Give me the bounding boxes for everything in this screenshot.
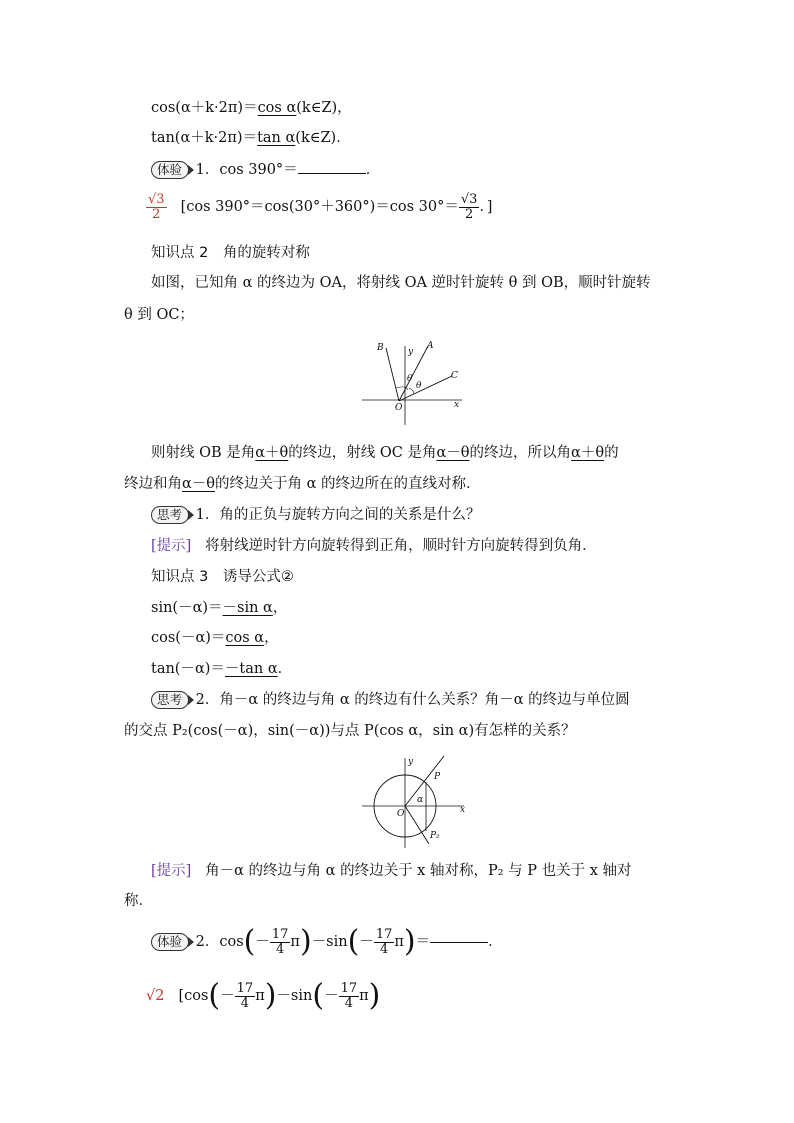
- left-paren: (: [243, 924, 256, 959]
- think-1-question: [151, 505, 480, 525]
- question-text: 2．角－α 的终边与角 α 的终边有什么关系？角－α 的终边与单位圆: [195, 692, 630, 708]
- pi: π: [359, 988, 369, 1004]
- pi: π: [394, 934, 404, 950]
- kp2-paragraph-line-1: 如图，已知角 α 的终边为 OA，将射线 OA 逆时针旋转 θ 到 OB，顺时针旋转: [151, 275, 651, 291]
- hint-tag: [提示]: [151, 863, 192, 879]
- question-text: 1．角的正负与旋转方向之间的关系是什么？: [195, 507, 481, 523]
- formula-text: (k∈Z)，: [296, 100, 352, 116]
- text: 的终边关于角 α 的终边所在的直线对称．: [215, 476, 481, 492]
- formula-answer: tan α: [257, 130, 296, 146]
- left-paren: (: [347, 924, 360, 959]
- label-o: O: [395, 403, 403, 413]
- question-text: 2．cos: [195, 934, 244, 950]
- fraction-17-4: [374, 928, 395, 957]
- question-text: －sin: [311, 934, 348, 950]
- think-2-question-line-1: [151, 690, 630, 710]
- fraction-17-4: [270, 928, 291, 957]
- pi: π: [290, 934, 300, 950]
- formula-sin-neg: [151, 598, 287, 618]
- text: 终边和角: [124, 476, 182, 492]
- fraction-denominator: 4: [379, 941, 389, 957]
- minus-sign: －: [255, 934, 270, 950]
- fraction-denominator: 4: [240, 995, 250, 1011]
- question-text: 1．cos 390°＝: [195, 162, 298, 178]
- ray-oa: [399, 346, 428, 401]
- label-y: y: [408, 347, 414, 357]
- fraction-denominator: 4: [276, 941, 285, 957]
- think-badge: 思考: [151, 691, 189, 709]
- fraction-denominator: 4: [344, 995, 353, 1011]
- formula-answer: cos α: [225, 630, 265, 646]
- experience-badge: 体验: [151, 161, 189, 179]
- left-paren: (: [208, 978, 221, 1013]
- formula-text: cos(α＋k·2π)＝: [151, 100, 258, 116]
- solution-text: [cos 390°＝cos(30°＋360°)＝cos 30°＝: [180, 199, 459, 215]
- formula-text: ．: [277, 661, 293, 677]
- think-badge: 思考: [151, 506, 189, 524]
- rotation-figure: [360, 338, 470, 428]
- fraction-17-4: [235, 982, 256, 1011]
- right-paren: ): [264, 978, 277, 1013]
- answer-underlined: α－θ: [182, 476, 216, 492]
- label-p: P: [434, 772, 441, 782]
- label-c: C: [451, 371, 458, 381]
- left-paren: (: [312, 978, 325, 1013]
- solution-end: ．]: [479, 199, 493, 215]
- hint-text: 将射线逆时针方向旋转得到正角，顺时针方向旋转得到负角．: [205, 538, 597, 554]
- experience-1-question: [151, 160, 380, 180]
- formula-answer: cos α: [257, 100, 297, 116]
- answer-underlined: α－θ: [436, 445, 470, 461]
- text: 的: [604, 445, 619, 461]
- text: 的终边，所以角: [469, 445, 572, 461]
- formula-text: ，: [272, 600, 288, 616]
- kp2-paragraph-line-2: θ 到 OC；: [124, 307, 194, 323]
- fraction-denominator: 2: [152, 206, 161, 222]
- text: 的终边，射线 OC 是角: [288, 445, 437, 461]
- experience-badge: 体验: [151, 933, 189, 951]
- equals: ＝: [415, 934, 431, 950]
- hint-text: 角－α 的终边与角 α 的终边关于 x 轴对称，P₂ 与 P 也关于 x 轴对: [205, 863, 632, 879]
- solution-text: －sin: [276, 988, 313, 1004]
- answer-blank: [430, 942, 488, 943]
- think-2-hint-line-1: [151, 861, 632, 881]
- experience-2-question: [151, 922, 503, 962]
- fraction-17-4: [339, 982, 360, 1011]
- label-o: O: [397, 809, 405, 819]
- fraction-numerator: √3: [148, 191, 165, 207]
- fraction-numerator: √3: [460, 191, 478, 207]
- label-alpha: α: [417, 795, 424, 805]
- experience-2-answer: [146, 976, 380, 1016]
- knowledge-point-3-title: 知识点 3 诱导公式②: [151, 569, 294, 585]
- formula-tan-period: [151, 128, 351, 148]
- ray-ob: [386, 348, 399, 401]
- experience-1-answer: [146, 189, 492, 225]
- think-2-question-line-2: 的交点 P₂(cos(－α)，sin(－α))与点 P(cos α，sin α)有怎样的关系？: [124, 723, 576, 739]
- formula-text: tan(－α)＝: [151, 661, 225, 677]
- pi: π: [255, 988, 265, 1004]
- fraction-numerator: 17: [375, 926, 393, 942]
- terminal-side-neg-alpha: [405, 806, 429, 844]
- fraction-numerator: 17: [271, 926, 289, 942]
- fraction-denominator: 2: [465, 206, 474, 222]
- text: 则射线 OB 是角: [151, 445, 256, 461]
- question-end: ．: [365, 162, 381, 178]
- label-x: x: [454, 400, 460, 410]
- kp2-conclusion-line-2: [124, 474, 481, 494]
- question-end: ．: [488, 934, 503, 950]
- fraction-numerator: 17: [236, 980, 254, 996]
- minus-sign: －: [359, 934, 374, 950]
- formula-text: ，: [264, 630, 279, 646]
- label-theta-1: θ: [407, 374, 413, 384]
- label-p2: P₂: [430, 831, 440, 841]
- right-paren: ): [299, 924, 312, 959]
- solution-fraction: [459, 193, 480, 222]
- formula-text: tan(α＋k·2π)＝: [151, 130, 258, 146]
- formula-cos-period: [151, 98, 352, 118]
- minus-sign: －: [324, 988, 339, 1004]
- answer-value: √2: [146, 988, 165, 1004]
- answer-underlined: α＋θ: [255, 445, 289, 461]
- answer-fraction: [146, 193, 167, 222]
- hint-tag: [提示]: [151, 538, 192, 554]
- answer-blank: [298, 173, 366, 174]
- right-paren: ): [368, 978, 381, 1013]
- label-b: B: [377, 343, 384, 353]
- solution-text: [cos: [178, 988, 209, 1004]
- label-x: x: [460, 805, 466, 815]
- fraction-numerator: 17: [340, 980, 358, 996]
- label-y: y: [408, 757, 414, 767]
- formula-answer: －sin α: [222, 600, 273, 616]
- label-a: A: [427, 341, 434, 351]
- angle-arc-2: [409, 388, 414, 394]
- formula-text: sin(－α)＝: [151, 600, 223, 616]
- unit-circle-figure: [360, 752, 472, 850]
- answer-underlined: α＋θ: [571, 445, 605, 461]
- minus-sign: －: [220, 988, 235, 1004]
- formula-answer: －tan α: [224, 661, 278, 677]
- kp2-conclusion-line-1: [151, 443, 619, 463]
- formula-text: cos(－α)＝: [151, 630, 226, 646]
- formula-cos-neg: [151, 628, 279, 648]
- think-1-hint: [151, 536, 597, 556]
- formula-text: (k∈Z)．: [295, 130, 351, 146]
- think-2-hint-line-2: 称．: [124, 893, 153, 909]
- label-theta-2: θ: [416, 381, 422, 391]
- formula-tan-neg: [151, 659, 292, 679]
- knowledge-point-2-title: 知识点 2 角的旋转对称: [151, 245, 310, 261]
- right-paren: ): [403, 924, 416, 959]
